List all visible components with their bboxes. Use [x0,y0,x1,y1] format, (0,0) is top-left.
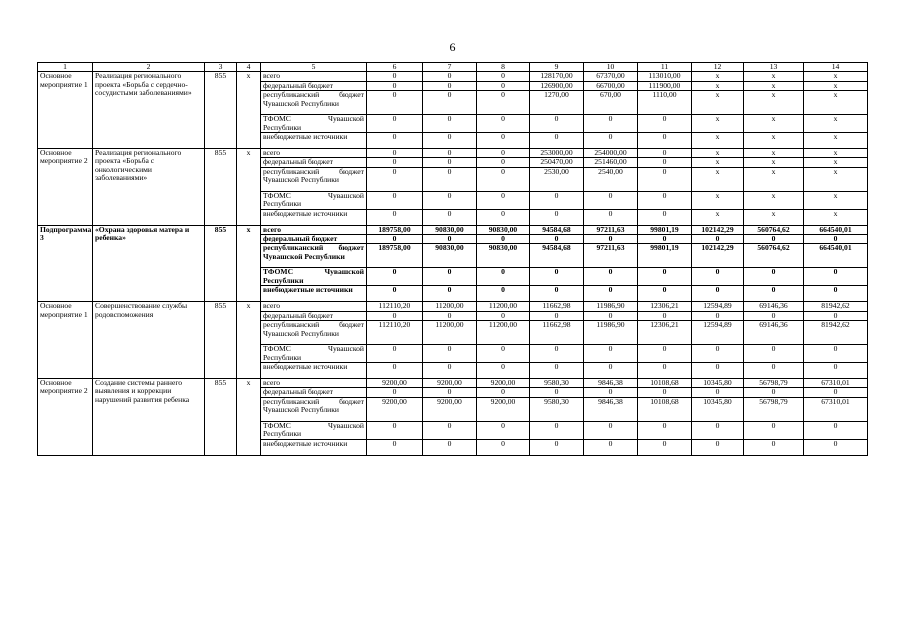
value-cell: 90830,00 [423,225,477,234]
funding-source: всего [261,149,367,158]
value-cell: 0 [530,115,584,133]
value-cell: 0 [530,133,584,149]
executor-code: 855 [205,149,237,226]
value-cell: 94584,68 [530,244,584,268]
value-cell: x [692,158,744,167]
value-cell: 0 [530,388,584,397]
funding-source: ТФОМС Чувашской Республики [261,345,367,363]
measure-label: Основное мероприятие 2 [38,149,93,226]
value-cell: 0 [638,439,692,455]
value-cell: 0 [692,268,744,286]
column-header: 14 [804,63,868,72]
value-cell: 0 [744,286,804,302]
funding-source: федеральный бюджет [261,81,367,90]
measure-description: Реализация регионального проекта «Борьба с онкологическими заболеваниями» [93,149,205,226]
value-cell: 0 [423,115,477,133]
funding-source: всего [261,378,367,387]
value-cell: 12306,21 [638,321,692,345]
funding-source: республиканский бюджет Чувашской Республики [261,91,367,115]
value-cell: 0 [367,286,423,302]
value-cell: 9200,00 [477,378,530,387]
value-cell: x [744,149,804,158]
value-cell: 12594,89 [692,321,744,345]
value-cell: 0 [477,209,530,225]
value-cell: 0 [804,388,868,397]
value-cell: 2540,00 [584,167,638,191]
funding-source: всего [261,225,367,234]
value-cell: 66700,00 [584,81,638,90]
value-cell: 0 [530,268,584,286]
value-cell: 56798,79 [744,378,804,387]
value-cell: 0 [638,158,692,167]
value-cell: 0 [367,388,423,397]
value-cell: 0 [477,81,530,90]
funding-source: ТФОМС Чувашской Республики [261,421,367,439]
value-cell: 0 [367,311,423,320]
value-cell: 11200,00 [423,302,477,311]
value-cell: 0 [804,286,868,302]
value-cell: x [804,167,868,191]
value-cell: 56798,79 [744,397,804,421]
table-row [38,225,868,234]
value-cell: 0 [367,167,423,191]
value-cell: 0 [423,439,477,455]
value-cell: 0 [423,268,477,286]
column-header: 8 [477,63,530,72]
value-cell: 90830,00 [477,225,530,234]
value-cell: 0 [584,268,638,286]
value-cell: 0 [744,362,804,378]
value-cell: 0 [744,345,804,363]
measure-label: Основное мероприятие 1 [38,72,93,149]
value-cell: 0 [804,345,868,363]
value-cell: 11662,98 [530,302,584,311]
value-cell: x [692,91,744,115]
value-cell: 0 [744,311,804,320]
value-cell: 0 [367,191,423,209]
value-cell: x [692,149,744,158]
value-cell: 0 [477,362,530,378]
funding-source: республиканский бюджет Чувашской Республики [261,167,367,191]
value-cell: 0 [530,311,584,320]
value-cell: x [804,191,868,209]
value-cell: 81942,62 [804,321,868,345]
value-cell: 102142,29 [692,244,744,268]
value-cell: 0 [638,149,692,158]
value-cell: 94584,68 [530,225,584,234]
value-cell: 0 [367,439,423,455]
value-cell: x [804,115,868,133]
value-cell: 0 [638,115,692,133]
value-cell: 0 [477,72,530,81]
value-cell: 0 [367,81,423,90]
value-cell: 0 [367,133,423,149]
table-row [38,149,868,158]
value-cell: 11200,00 [423,321,477,345]
value-cell: 0 [423,286,477,302]
value-cell: 0 [530,209,584,225]
funding-source: федеральный бюджет [261,311,367,320]
measure-description: «Охрана здоровья матера и ребенка» [93,225,205,302]
column-header: 11 [638,63,692,72]
value-cell: 67310,01 [804,378,868,387]
value-cell: 0 [804,362,868,378]
executor-code: 855 [205,225,237,302]
value-cell: 0 [367,91,423,115]
value-cell: 0 [692,388,744,397]
funding-source: федеральный бюджет [261,235,367,244]
column-header: 1 [38,63,93,72]
column-header: 12 [692,63,744,72]
funding-source: ТФОМС Чувашской Республики [261,268,367,286]
value-cell: 0 [423,191,477,209]
executor-code: 855 [205,378,237,455]
value-cell: 250470,00 [530,158,584,167]
value-cell: 67310,01 [804,397,868,421]
value-cell: 0 [584,421,638,439]
value-cell: 102142,29 [692,225,744,234]
value-cell: 1110,00 [638,91,692,115]
value-cell: 99801,19 [638,244,692,268]
value-cell: 0 [804,421,868,439]
value-cell: 0 [692,345,744,363]
value-cell: x [744,72,804,81]
value-cell: 9200,00 [367,397,423,421]
table-row [38,378,868,387]
funding-source: республиканский бюджет Чувашской Республики [261,244,367,268]
column-header: 6 [367,63,423,72]
value-cell: 11200,00 [477,321,530,345]
value-cell: 0 [584,345,638,363]
table-body [38,72,868,455]
funding-source: внебюджетные источники [261,133,367,149]
value-cell: x [692,191,744,209]
value-cell: x [692,81,744,90]
value-cell: 0 [367,362,423,378]
value-cell: 0 [367,72,423,81]
value-cell: 11200,00 [477,302,530,311]
page-number: 6 [449,40,456,54]
value-cell: 0 [367,209,423,225]
value-cell: 0 [477,439,530,455]
value-cell: 0 [584,191,638,209]
value-cell: 0 [530,286,584,302]
value-cell: 0 [423,388,477,397]
code-mark: x [237,378,261,455]
value-cell: x [744,209,804,225]
value-cell: 112110,20 [367,321,423,345]
value-cell: x [744,115,804,133]
value-cell: 189758,00 [367,225,423,234]
value-cell: 0 [584,362,638,378]
value-cell: 9200,00 [477,397,530,421]
value-cell: 0 [638,133,692,149]
value-cell: 1270,00 [530,91,584,115]
value-cell: 0 [638,209,692,225]
value-cell: 0 [530,362,584,378]
value-cell: 69146,36 [744,321,804,345]
value-cell: x [744,81,804,90]
value-cell: 0 [477,286,530,302]
value-cell: 9580,30 [530,397,584,421]
measure-label: Подпрограмма 3 [38,225,93,302]
value-cell: 0 [477,235,530,244]
value-cell: 0 [423,421,477,439]
value-cell: 0 [584,115,638,133]
value-cell: x [744,167,804,191]
value-cell: 251460,00 [584,158,638,167]
value-cell: 126900,00 [530,81,584,90]
column-header: 13 [744,63,804,72]
value-cell: x [692,72,744,81]
value-cell: 0 [477,191,530,209]
value-cell: 0 [744,421,804,439]
value-cell: 9846,38 [584,397,638,421]
value-cell: 0 [692,439,744,455]
value-cell: 0 [804,235,868,244]
funding-source: всего [261,72,367,81]
value-cell: x [744,191,804,209]
value-cell: 0 [584,133,638,149]
value-cell: 0 [367,115,423,133]
value-cell: 664540,01 [804,225,868,234]
value-cell: 9580,30 [530,378,584,387]
value-cell: 0 [692,311,744,320]
value-cell: 0 [692,286,744,302]
value-cell: x [692,167,744,191]
value-cell: 0 [692,421,744,439]
value-cell: x [804,72,868,81]
value-cell: 0 [423,158,477,167]
value-cell: 0 [423,362,477,378]
value-cell: 253000,00 [530,149,584,158]
value-cell: 0 [584,235,638,244]
value-cell: 10108,68 [638,397,692,421]
value-cell: 0 [423,91,477,115]
value-cell: 9200,00 [423,397,477,421]
value-cell: 11662,98 [530,321,584,345]
value-cell: 0 [692,362,744,378]
value-cell: 0 [638,167,692,191]
budget-table [37,62,868,456]
value-cell: x [692,133,744,149]
funding-source: всего [261,302,367,311]
value-cell: 97211,63 [584,244,638,268]
value-cell: 0 [638,362,692,378]
value-cell: 0 [423,311,477,320]
code-mark: x [237,72,261,149]
value-cell: 0 [477,311,530,320]
value-cell: 670,00 [584,91,638,115]
column-header: 7 [423,63,477,72]
value-cell: x [692,115,744,133]
funding-source: внебюджетные источники [261,209,367,225]
value-cell: 9846,38 [584,378,638,387]
value-cell: 0 [530,191,584,209]
value-cell: 9200,00 [367,378,423,387]
column-header: 10 [584,63,638,72]
value-cell: 112110,20 [367,302,423,311]
value-cell: 0 [744,268,804,286]
value-cell: 90830,00 [423,244,477,268]
value-cell: x [804,133,868,149]
funding-source: республиканский бюджет Чувашской Республики [261,397,367,421]
measure-description: Реализация регионального проекта «Борьба с сердечно-сосудистыми заболеваниями» [93,72,205,149]
value-cell: 99801,19 [638,225,692,234]
value-cell: 0 [638,235,692,244]
value-cell: 9200,00 [423,378,477,387]
value-cell: 0 [477,421,530,439]
value-cell: 128170,00 [530,72,584,81]
value-cell: 0 [530,421,584,439]
value-cell: x [744,133,804,149]
value-cell: 0 [638,191,692,209]
value-cell: 0 [804,439,868,455]
value-cell: 10345,80 [692,397,744,421]
value-cell: 0 [477,345,530,363]
value-cell: 0 [423,167,477,191]
measure-description: Совершенствование службы родовспоможения [93,302,205,379]
funding-source: внебюджетные источники [261,286,367,302]
column-header: 5 [261,63,367,72]
value-cell: 0 [584,209,638,225]
column-header: 3 [205,63,237,72]
value-cell: 0 [423,72,477,81]
value-cell: 0 [638,311,692,320]
value-cell: 0 [367,268,423,286]
executor-code: 855 [205,302,237,379]
value-cell: 67370,00 [584,72,638,81]
measure-description: Создание системы раннего выявления и коррекции нарушений развития ребенка [93,378,205,455]
funding-source: республиканский бюджет Чувашской Республики [261,321,367,345]
value-cell: 0 [804,311,868,320]
header-row [38,63,868,72]
value-cell: 0 [744,388,804,397]
code-mark: x [237,225,261,302]
value-cell: 0 [477,167,530,191]
value-cell: 0 [367,149,423,158]
funding-source: федеральный бюджет [261,388,367,397]
value-cell: 90830,00 [477,244,530,268]
value-cell: 0 [692,235,744,244]
value-cell: 111900,00 [638,81,692,90]
funding-source: ТФОМС Чувашской Республики [261,191,367,209]
value-cell: 0 [638,345,692,363]
code-mark: x [237,302,261,379]
value-cell: 0 [367,158,423,167]
value-cell: x [804,149,868,158]
value-cell: 0 [530,439,584,455]
measure-label: Основное мероприятие 1 [38,302,93,379]
value-cell: 0 [477,388,530,397]
funding-source: федеральный бюджет [261,158,367,167]
value-cell: 0 [530,235,584,244]
value-cell: 10345,80 [692,378,744,387]
funding-source: внебюджетные источники [261,362,367,378]
value-cell: 0 [477,158,530,167]
value-cell: 0 [584,439,638,455]
value-cell: 0 [367,235,423,244]
value-cell: 12594,89 [692,302,744,311]
value-cell: 0 [584,311,638,320]
value-cell: 0 [744,439,804,455]
value-cell: 0 [477,115,530,133]
value-cell: 0 [477,149,530,158]
value-cell: 0 [744,235,804,244]
value-cell: 0 [477,133,530,149]
value-cell: 0 [367,421,423,439]
value-cell: 0 [584,286,638,302]
value-cell: 0 [423,81,477,90]
value-cell: 10108,68 [638,378,692,387]
value-cell: x [804,81,868,90]
value-cell: 0 [423,133,477,149]
value-cell: 0 [638,286,692,302]
value-cell: 0 [423,345,477,363]
value-cell: x [804,91,868,115]
value-cell: 0 [477,268,530,286]
value-cell: x [744,158,804,167]
value-cell: 0 [530,345,584,363]
value-cell: 0 [423,209,477,225]
value-cell: x [744,91,804,115]
value-cell: 0 [638,388,692,397]
value-cell: 12306,21 [638,302,692,311]
code-mark: x [237,149,261,226]
measure-label: Основное мероприятие 2 [38,378,93,455]
table-row [38,72,868,81]
value-cell: x [804,209,868,225]
column-header: 2 [93,63,205,72]
value-cell: 11986,90 [584,321,638,345]
value-cell: 560764,62 [744,225,804,234]
value-cell: 11986,90 [584,302,638,311]
value-cell: 254000,00 [584,149,638,158]
value-cell: 0 [638,421,692,439]
funding-source: ТФОМС Чувашской Республики [261,115,367,133]
column-header: 9 [530,63,584,72]
table-row [38,302,868,311]
value-cell: 2530,00 [530,167,584,191]
value-cell: 560764,62 [744,244,804,268]
value-cell: 0 [423,235,477,244]
value-cell: 97211,63 [584,225,638,234]
value-cell: 0 [477,91,530,115]
column-header: 4 [237,63,261,72]
value-cell: 0 [638,268,692,286]
value-cell: x [804,158,868,167]
value-cell: 113010,00 [638,72,692,81]
value-cell: 0 [804,268,868,286]
value-cell: 664540,01 [804,244,868,268]
value-cell: 81942,62 [804,302,868,311]
value-cell: 0 [584,388,638,397]
value-cell: 0 [423,149,477,158]
executor-code: 855 [205,72,237,149]
value-cell: 0 [367,345,423,363]
value-cell: x [692,209,744,225]
value-cell: 189758,00 [367,244,423,268]
value-cell: 69146,36 [744,302,804,311]
funding-source: внебюджетные источники [261,439,367,455]
